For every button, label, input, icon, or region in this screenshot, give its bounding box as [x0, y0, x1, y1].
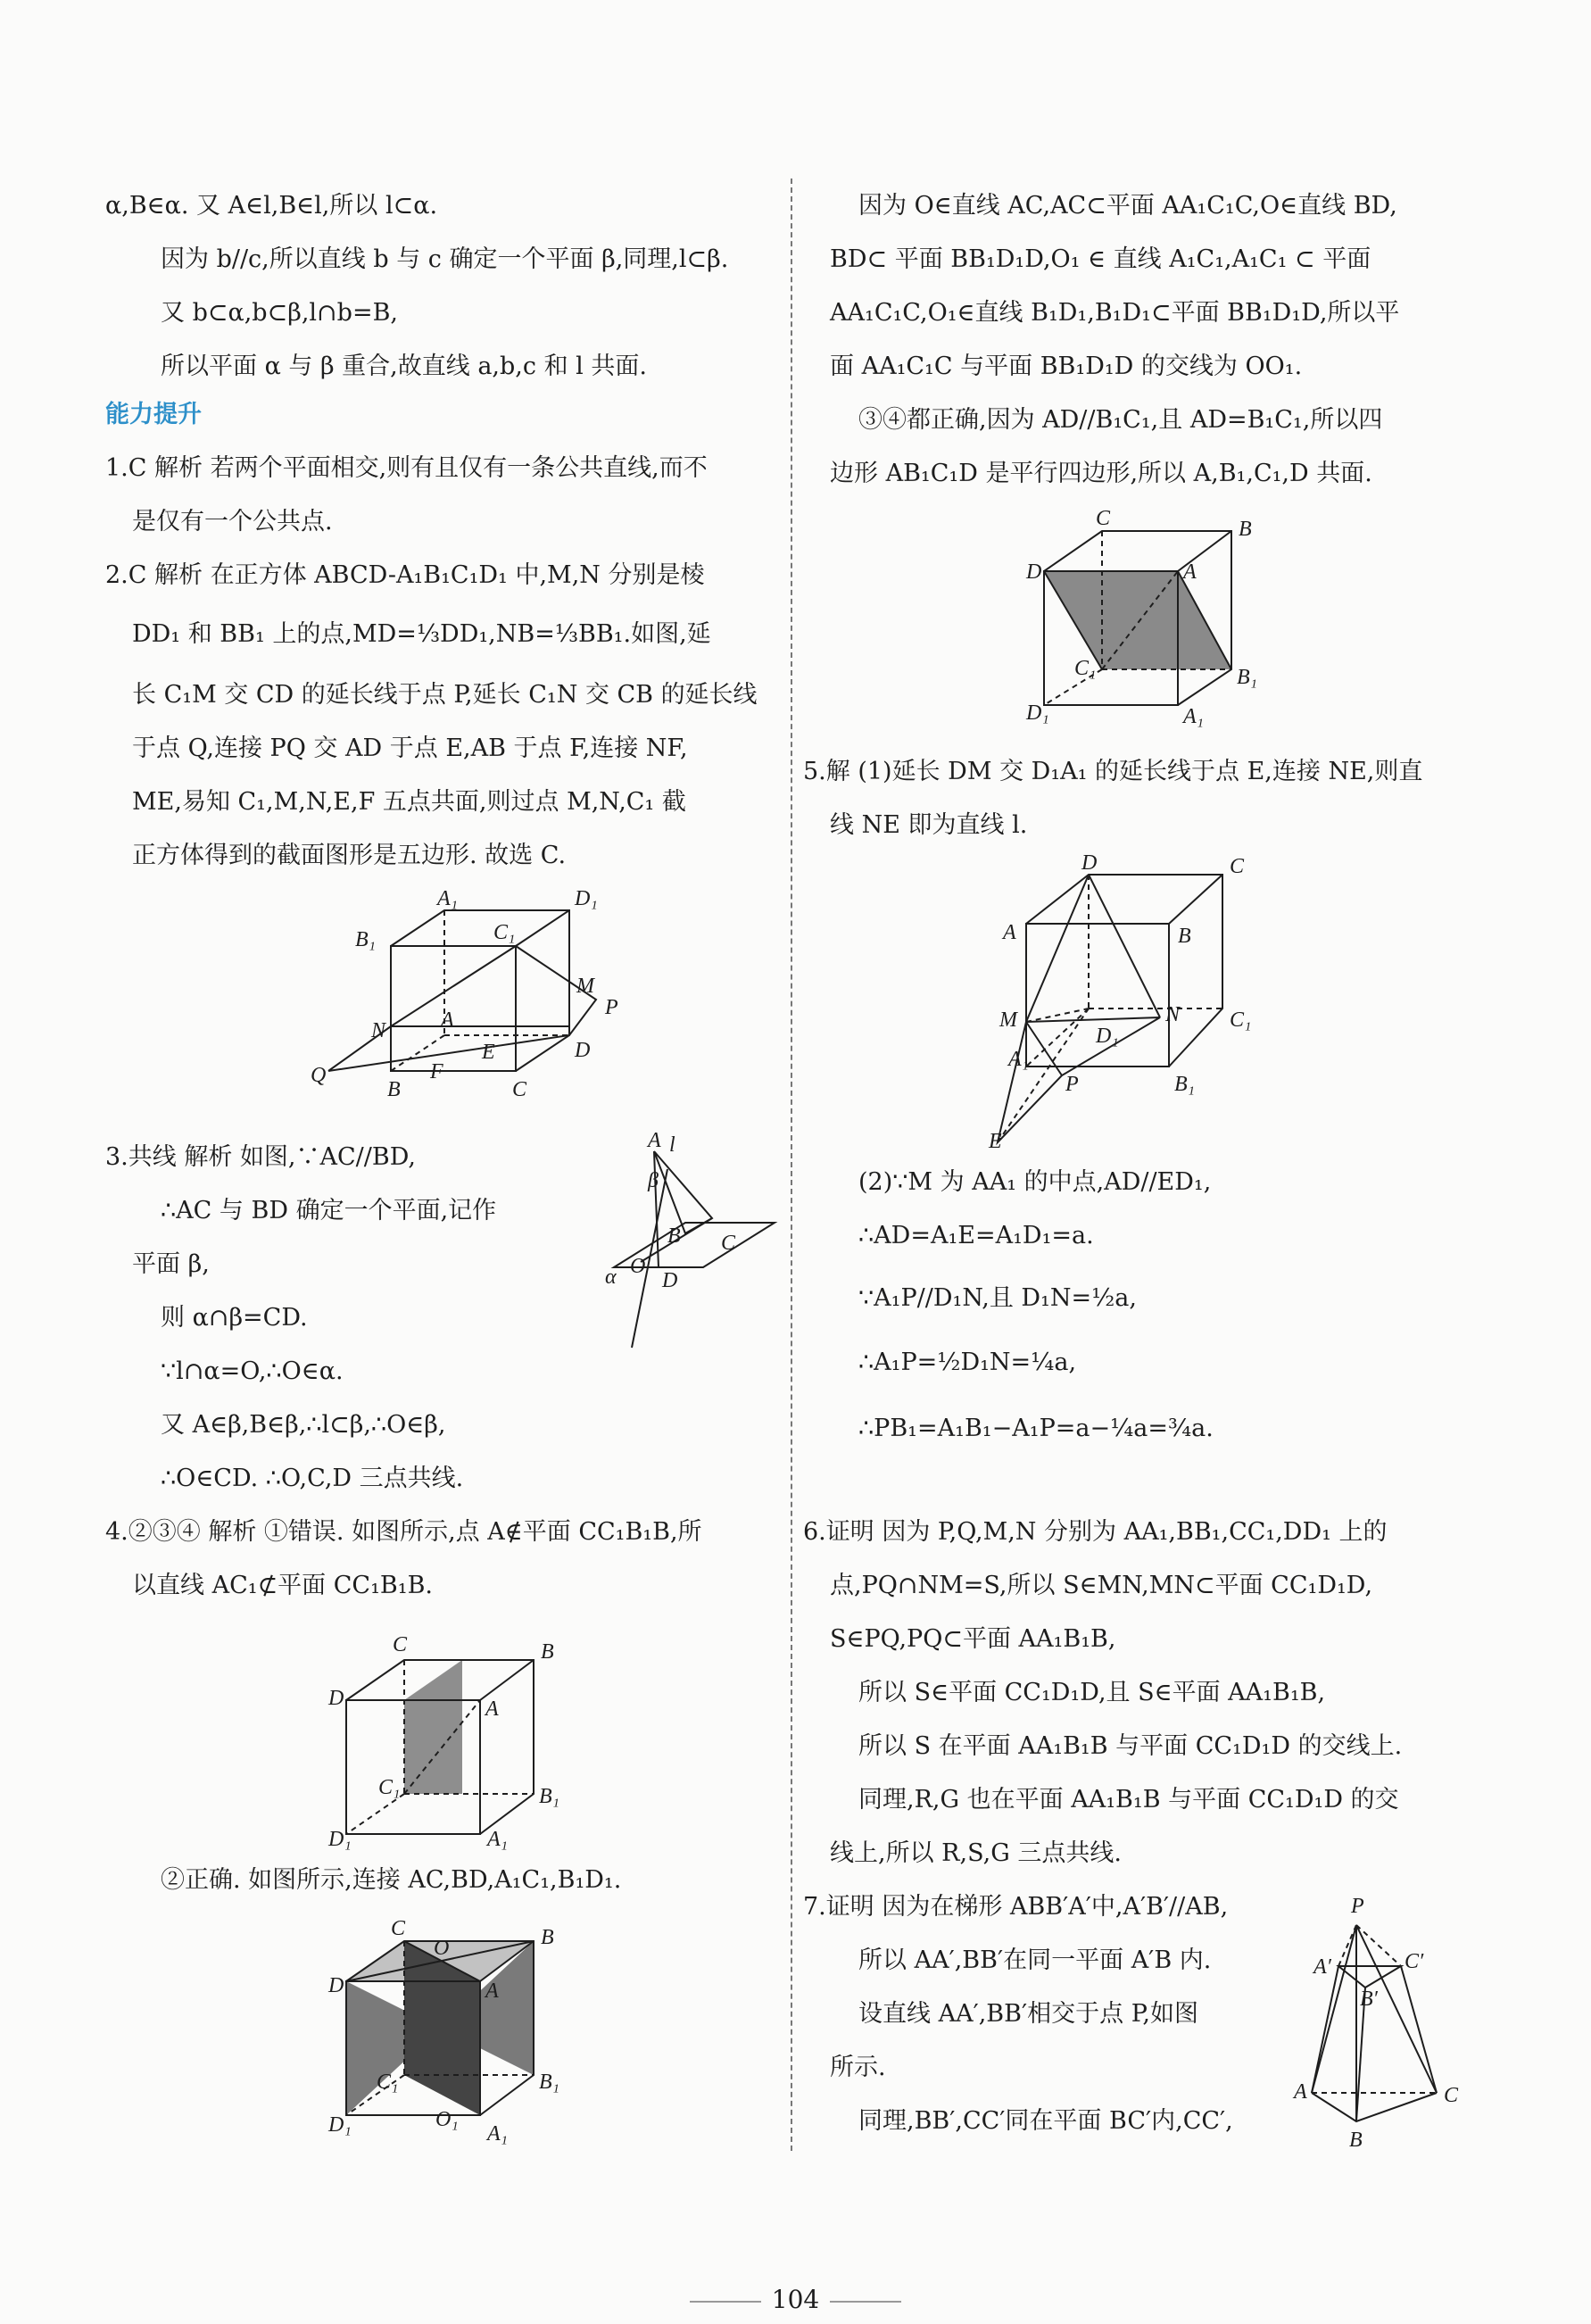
vertex-label: D — [328, 1687, 344, 1710]
text-line: ∴AC 与 BD 确定一个平面,记作 — [161, 1197, 497, 1224]
vertex-label: F — [430, 1060, 443, 1083]
vertex-label: M — [576, 975, 594, 998]
vertex-label: l — [669, 1133, 675, 1157]
vertex-label: O₁ — [435, 2108, 459, 2131]
vertex-label: B — [541, 1926, 554, 1949]
text-line: 6.证明 因为 P,Q,M,N 分别为 AA₁,BB₁,CC₁,DD₁ 上的 — [803, 1518, 1388, 1546]
vertex-label: D — [575, 1039, 591, 1062]
text-line: 长 C₁M 交 CD 的延长线于点 P,延长 C₁N 交 CB 的延长线 — [132, 681, 758, 709]
vertex-label: C′ — [1405, 1950, 1424, 1973]
figure-plane-intersection — [569, 1129, 775, 1363]
text-line: 所以 S∈平面 CC₁D₁D,且 S∈平面 AA₁B₁B, — [858, 1679, 1326, 1706]
text-line: 所以 S 在平面 AA₁B₁B 与平面 CC₁D₁D 的交线上. — [858, 1732, 1403, 1760]
text-line: 因为 O∈直线 AC,AC⊂平面 AA₁C₁C,O∈直线 BD, — [858, 192, 1397, 220]
vertex-label: A — [485, 1980, 499, 2003]
text-line: 1.C 解析 若两个平面相交,则有且仅有一条公共直线,而不 — [105, 454, 708, 482]
vertex-label: C₁ — [378, 1776, 401, 1799]
figure-cube-parallelogram — [1026, 509, 1258, 747]
vertex-label: A′ — [1313, 1955, 1331, 1979]
figure-cube-section-pentagon — [311, 887, 703, 1131]
vertex-label: C₁ — [1230, 1008, 1252, 1032]
text-line: 因为 b//c,所以直线 b 与 c 确定一个平面 β,同理,l⊂β. — [161, 245, 729, 273]
text-line: 同理,BB′,CC′同在平面 BC′内,CC′, — [858, 2107, 1233, 2135]
vertex-label: D — [1026, 560, 1042, 584]
text-line: ∵A₁P//D₁N,且 D₁N=½a, — [858, 1284, 1137, 1312]
text-line: 所以 AA′,BB′在同一平面 A′B 内. — [858, 1946, 1212, 1974]
vertex-label: B — [1239, 518, 1252, 541]
vertex-label: A — [1183, 560, 1197, 584]
figure-cube-extension — [989, 851, 1267, 1158]
vertex-label: C — [1230, 855, 1245, 878]
text-line: BD⊂ 平面 BB₁D₁D,O₁ ∈ 直线 A₁C₁,A₁C₁ ⊂ 平面 — [830, 245, 1371, 273]
vertex-label: P — [605, 996, 618, 1019]
text-line: ③④都正确,因为 AD//B₁C₁,且 AD=B₁C₁,所以四 — [858, 406, 1383, 434]
text-line: 是仅有一个公共点. — [132, 508, 333, 535]
vertex-label: A₁ — [487, 1828, 509, 1851]
figure-frustum — [1294, 1888, 1481, 2162]
vertex-label: D — [328, 1974, 344, 1997]
text-line: 于点 Q,连接 PQ 交 AD 于点 E,AB 于点 F,连接 NF, — [132, 735, 688, 762]
vertex-label: C — [512, 1078, 527, 1101]
text-line: AA₁C₁C,O₁∈直线 B₁D₁,B₁D₁⊂平面 BB₁D₁D,所以平 — [830, 299, 1400, 327]
vertex-label: A — [648, 1129, 661, 1152]
text-line: 所示. — [830, 2054, 886, 2081]
text-line: 以直线 AC₁⊄平面 CC₁B₁B. — [132, 1572, 433, 1599]
text-line: 又 b⊂α,b⊂β,l∩b=B, — [161, 299, 398, 327]
vertex-label: O — [630, 1255, 646, 1278]
text-line: 7.证明 因为在梯形 ABB′A′中,A′B′//AB, — [803, 1893, 1229, 1921]
text-line: 点,PQ∩NM=S,所以 S∈MN,MN⊂平面 CC₁D₁D, — [830, 1572, 1373, 1599]
vertex-label: Q — [311, 1064, 327, 1087]
text-line: 线 NE 即为直线 l. — [830, 811, 1028, 839]
vertex-label: C₁ — [493, 921, 516, 944]
text-line: 又 A∈β,B∈β,∴l⊂β,∴O∈β, — [161, 1411, 446, 1439]
vertex-label: A — [1294, 2080, 1307, 2104]
vertex-label: D₁ — [575, 887, 598, 910]
figure-cube-shaded-face — [328, 1615, 560, 1854]
vertex-label: A₁ — [487, 2122, 509, 2146]
vertex-label: M — [999, 1008, 1017, 1032]
text-line: 平面 β, — [132, 1250, 210, 1278]
figure-cube-diagonal-planes — [328, 1919, 560, 2157]
vertex-label: N — [371, 1019, 386, 1042]
text-line: S∈PQ,PQ⊂平面 AA₁B₁B, — [830, 1625, 1116, 1653]
text-line: 边形 AB₁C₁D 是平行四边形,所以 A,B₁,C₁,D 共面. — [830, 460, 1372, 487]
vertex-label: B₁ — [1237, 666, 1258, 689]
text-line: ∴O∈CD. ∴O,C,D 三点共线. — [161, 1465, 464, 1492]
text-line: ME,易知 C₁,M,N,E,F 五点共面,则过点 M,N,C₁ 截 — [132, 788, 686, 816]
vertex-label: D₁ — [1026, 701, 1049, 725]
vertex-label: P — [1351, 1895, 1364, 1918]
vertex-label: A₁ — [1183, 705, 1205, 728]
vertex-label: E — [482, 1041, 495, 1064]
text-line: α,B∈α. 又 A∈l,B∈l,所以 l⊂α. — [105, 192, 438, 220]
vertex-label: O — [434, 1937, 450, 1960]
page-number: 104 — [0, 2285, 1591, 2314]
vertex-label: D — [1081, 851, 1098, 875]
text-line: ∵l∩α=O,∴O∈α. — [161, 1357, 344, 1385]
vertex-label: B₁ — [1174, 1073, 1196, 1096]
text-line: 所以平面 α 与 β 重合,故直线 a,b,c 和 l 共面. — [161, 353, 647, 380]
text-line: 面 AA₁C₁C 与平面 BB₁D₁D 的交线为 OO₁. — [830, 353, 1303, 380]
vertex-label: B′ — [1360, 1988, 1378, 2011]
vertex-label: α — [605, 1266, 617, 1289]
text-line: ∴PB₁=A₁B₁−A₁P=a−¼a=¾a. — [858, 1415, 1214, 1442]
vertex-label: B — [1349, 2129, 1363, 2152]
vertex-label: β — [648, 1169, 659, 1192]
text-line: 5.解 (1)延长 DM 交 D₁A₁ 的延长线于点 E,连接 NE,则直 — [803, 758, 1423, 785]
vertex-label: B₁ — [355, 928, 377, 951]
vertex-label: B₁ — [539, 2071, 560, 2094]
text-line: 正方体得到的截面图形是五边形. 故选 C. — [132, 842, 567, 869]
text-line: ∴A₁P=½D₁N=¼a, — [858, 1349, 1077, 1376]
vertex-label: D₁ — [1096, 1025, 1119, 1048]
vertex-label: C — [1096, 507, 1111, 530]
vertex-label: D₁ — [328, 1828, 352, 1851]
vertex-label: A₁ — [437, 887, 459, 910]
text-line: 设直线 AA′,BB′相交于点 P,如图 — [858, 2000, 1198, 2028]
vertex-label: C₁ — [1074, 657, 1097, 680]
text-line: 同理,R,G 也在平面 AA₁B₁B 与平面 CC₁D₁D 的交 — [858, 1786, 1399, 1814]
vertex-label: C₁ — [377, 2071, 399, 2094]
text-line: (2)∵M 为 AA₁ 的中点,AD//ED₁, — [858, 1168, 1212, 1196]
vertex-label: C — [1444, 2084, 1459, 2107]
vertex-label: N — [1165, 1003, 1181, 1026]
section-heading: 能力提升 — [105, 401, 202, 428]
column-divider — [791, 178, 792, 2151]
vertex-label: C — [393, 1633, 408, 1656]
vertex-label: P — [1065, 1073, 1079, 1096]
vertex-label: B — [1178, 925, 1191, 948]
vertex-label: C — [721, 1232, 736, 1255]
text-line: DD₁ 和 BB₁ 上的点,MD=⅓DD₁,NB=⅓BB₁.如图,延 — [132, 620, 711, 648]
text-line: 4.②③④ 解析 ①错误. 如图所示,点 A∉平面 CC₁B₁B,所 — [105, 1518, 702, 1546]
text-line: 3.共线 解析 如图,∵AC//BD, — [105, 1143, 416, 1171]
vertex-label: A₁ — [1008, 1048, 1030, 1071]
vertex-label: A — [441, 1008, 454, 1032]
vertex-label: B₁ — [539, 1785, 560, 1808]
vertex-label: D — [662, 1269, 678, 1292]
vertex-label: A — [485, 1697, 499, 1721]
vertex-label: B — [541, 1640, 554, 1664]
vertex-label: D₁ — [328, 2113, 352, 2137]
text-line: 线上,所以 R,S,G 三点共线. — [830, 1839, 1122, 1867]
vertex-label: E — [989, 1130, 1002, 1153]
vertex-label: B — [667, 1224, 681, 1248]
text-line: 则 α∩β=CD. — [161, 1304, 308, 1332]
text-line: ②正确. 如图所示,连接 AC,BD,A₁C₁,B₁D₁. — [161, 1866, 622, 1894]
vertex-label: A — [1003, 921, 1016, 944]
vertex-label: C — [391, 1917, 406, 1940]
text-line: 2.C 解析 在正方体 ABCD-A₁B₁C₁D₁ 中,M,N 分别是棱 — [105, 561, 705, 589]
text-line: ∴AD=A₁E=A₁D₁=a. — [858, 1222, 1094, 1249]
vertex-label: B — [387, 1078, 401, 1101]
